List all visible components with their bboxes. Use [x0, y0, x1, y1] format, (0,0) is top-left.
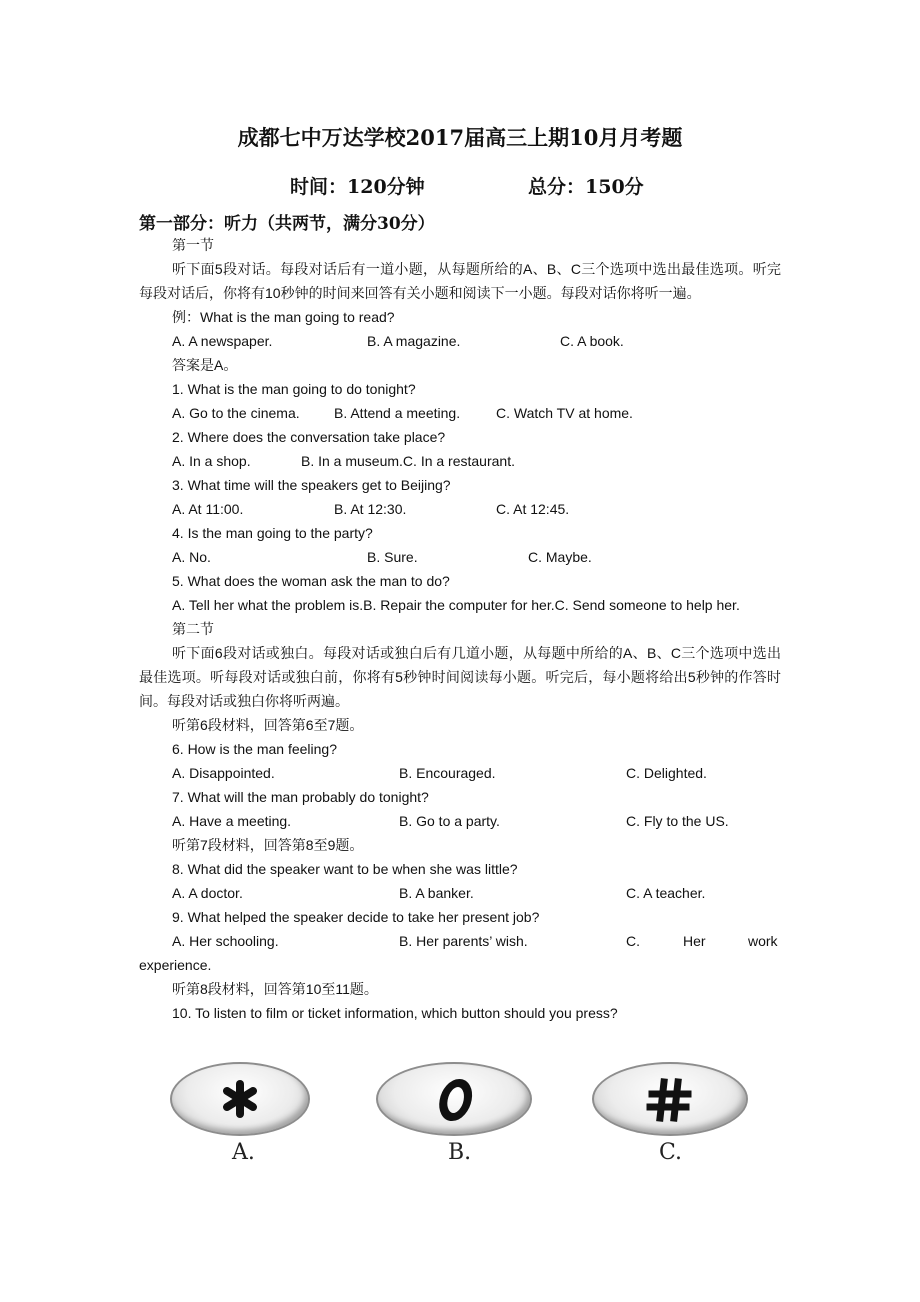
exam-body — [139, 233, 781, 1025]
option-c-text: work — [748, 933, 778, 949]
option-a: A. A newspaper. — [172, 333, 273, 349]
exam-meta — [0, 172, 920, 200]
option-a: A. Have a meeting. — [172, 813, 292, 829]
option-b-c: B. In a museum.C. In a restaurant. — [301, 453, 515, 469]
option-b: B. At 12:30. — [334, 501, 407, 517]
question-6: 6. How is the man feeling? — [172, 741, 337, 757]
question-8: 8. What did the speaker want to be when she was little? — [172, 861, 518, 877]
option-a: A. Disappointed. — [172, 765, 275, 781]
option-b: B. A magazine. — [367, 333, 461, 349]
group-intro: 听第8段材料，回答第10至11题。 — [172, 981, 378, 997]
option-a: A. Her schooling. — [172, 933, 279, 949]
section-instructions: 听下面6段对话或独白。每段对话或独白后有几道小题，从每题中所给的A、B、C三个选项中选出最佳选项。听每段对话或独白前，你将有5秒钟时间阅读每小题。听完后，每小题将给出5秒钟的作答时间。每段对话或独白你将听两遍。 — [139, 645, 781, 709]
key-hash — [592, 1062, 748, 1136]
option-c: C. Delighted. — [626, 765, 707, 781]
question-6-options — [139, 761, 781, 785]
question-3: 3. What time will the speakers get to Beijing? — [172, 477, 451, 493]
key-label-a: A. — [232, 1140, 255, 1165]
question-2-options — [139, 449, 781, 473]
question-5-options — [139, 593, 781, 617]
key-zero — [376, 1062, 532, 1136]
option-c: C. At 12:45. — [496, 501, 570, 517]
phone-keypad-figure — [170, 1058, 750, 1168]
question-1: 1. What is the man going to do tonight? — [172, 381, 416, 397]
option-a: A. A doctor. — [172, 885, 243, 901]
section-label: 第二节 — [172, 621, 214, 637]
group-intro: 听第7段材料，回答第8至9题。 — [172, 837, 364, 853]
option-b: B. Encouraged. — [399, 765, 496, 781]
question-4-options — [139, 545, 781, 569]
option-a: A. At 11:00. — [172, 501, 244, 517]
exam-total-score: 总分：150分 — [528, 176, 644, 198]
question-10: 10. To listen to film or ticket information, which button should you press? — [172, 1005, 618, 1021]
option-b: B. Sure. — [367, 549, 418, 565]
option-c: C. A book. — [560, 333, 624, 349]
asterisk-icon — [172, 1064, 308, 1134]
question-7: 7. What will the man probably do tonight? — [172, 789, 429, 805]
part-heading: 第一部分：听力（共两节，满分30分） — [139, 214, 435, 234]
question-1-options — [139, 401, 781, 425]
exam-time: 时间：120分钟 — [290, 176, 425, 198]
question-9: 9. What helped the speaker decide to take her present job? — [172, 909, 540, 925]
option-a: A. In a shop. — [172, 453, 251, 469]
zero-icon — [378, 1064, 530, 1134]
hash-icon — [594, 1064, 746, 1134]
option-c: C. — [626, 933, 640, 949]
group-intro: 听第6段材料，回答第6至7题。 — [172, 717, 364, 733]
question-9-option-wrap: experience. — [139, 957, 212, 973]
key-label-c: C. — [659, 1140, 683, 1165]
example-answer: 答案是A。 — [172, 357, 238, 373]
question-7-options — [139, 809, 781, 833]
option-b: B. Attend a meeting. — [334, 405, 461, 421]
option-c: C. A teacher. — [626, 885, 706, 901]
page-title: 成都七中万达学校2017届高三上期10月月考题 — [237, 125, 683, 150]
option-b: B. Go to a party. — [399, 813, 500, 829]
option-a: A. Go to the cinema. — [172, 405, 300, 421]
question-8-options — [139, 881, 781, 905]
option-c-text: Her — [683, 933, 706, 949]
option-c: C. Watch TV at home. — [496, 405, 633, 421]
options-a-b-c: A. Tell her what the problem is.B. Repair the computer for her.C. Send someone to help her. — [172, 597, 740, 613]
option-b: B. Her parents’ wish. — [399, 933, 528, 949]
question-9-options — [139, 929, 781, 953]
question-2: 2. Where does the conversation take place? — [172, 429, 446, 445]
example-question: 例：What is the man going to read? — [172, 309, 395, 325]
option-a: A. No. — [172, 549, 211, 565]
option-c: C. Maybe. — [528, 549, 592, 565]
key-star — [170, 1062, 310, 1136]
question-4: 4. Is the man going to the party? — [172, 525, 373, 541]
option-c: C. Fly to the US. — [626, 813, 729, 829]
example-options — [139, 329, 781, 353]
section-instructions: 听下面5段对话。每段对话后有一道小题，从每题所给的A、B、C三个选项中选出最佳选项。听完每段对话后，你将有10秒钟的时间来回答有关小题和阅读下一小题。每段对话你将听一遍。 — [139, 261, 781, 301]
option-b: B. A banker. — [399, 885, 474, 901]
question-3-options — [139, 497, 781, 521]
key-label-b: B. — [448, 1140, 472, 1165]
section-label: 第一节 — [172, 237, 214, 253]
question-5: 5. What does the woman ask the man to do? — [172, 573, 450, 589]
